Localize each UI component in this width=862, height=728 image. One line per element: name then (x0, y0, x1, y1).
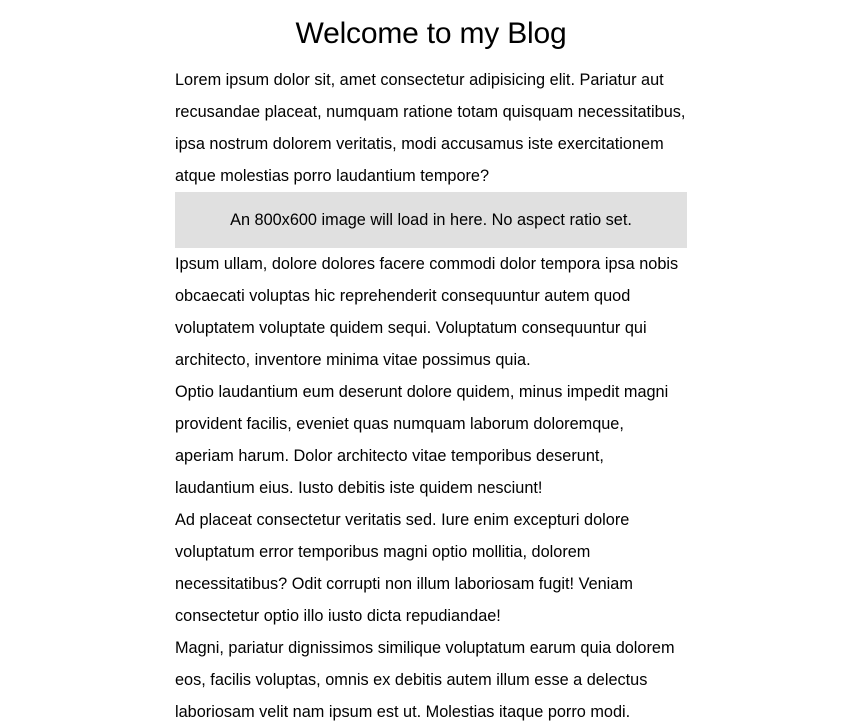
paragraph-5: Magni, pariatur dignissimos similique voluptatum earum quia dolorem eos, facilis voluptas, omnis ex debitis autem illum esse a delectus laboriosam velit nam ipsum est ut. Molestias itaque porro modi. (175, 639, 675, 721)
blog-content (175, 64, 687, 728)
paragraph-1: Lorem ipsum dolor sit, amet consectetur adipisicing elit. Pariatur aut recusandae placeat, numquam ratione totam quisquam necessitatibus, ipsa nostrum dolorem veritatis, modi accusamus iste exercitationem atque molestias porro laudantium tempore? (175, 71, 686, 185)
image-placeholder-text: An 800x600 image will load in here. No aspect ratio set. (230, 210, 632, 229)
paragraph-3: Optio laudantium eum deserunt dolore quidem, minus impedit magni provident facilis, eveniet quas numquam laborum doloremque, aperiam harum. Dolor architecto vitae temporibus deserunt, laudantium eius. Iusto debitis iste quidem nesciunt! (175, 383, 669, 497)
paragraph-4: Ad placeat consectetur veritatis sed. Iure enim excepturi dolore voluptatum error temporibus magni optio mollitia, dolorem necessitatibus? Odit corrupti non illum laboriosam fugit! Veniam consectetur optio illo iusto dicta repudiandae! (175, 511, 633, 625)
image-placeholder (175, 192, 687, 248)
paragraph-2: Ipsum ullam, dolore dolores facere commodi dolor tempora ipsa nobis obcaecati voluptas hic reprehenderit consequuntur autem quod voluptatem voluptate quidem sequi. Voluptatum consequuntur qui architecto, inventore minima vitae possimus quia. (175, 255, 679, 369)
page-title: Welcome to my Blog (295, 17, 567, 50)
